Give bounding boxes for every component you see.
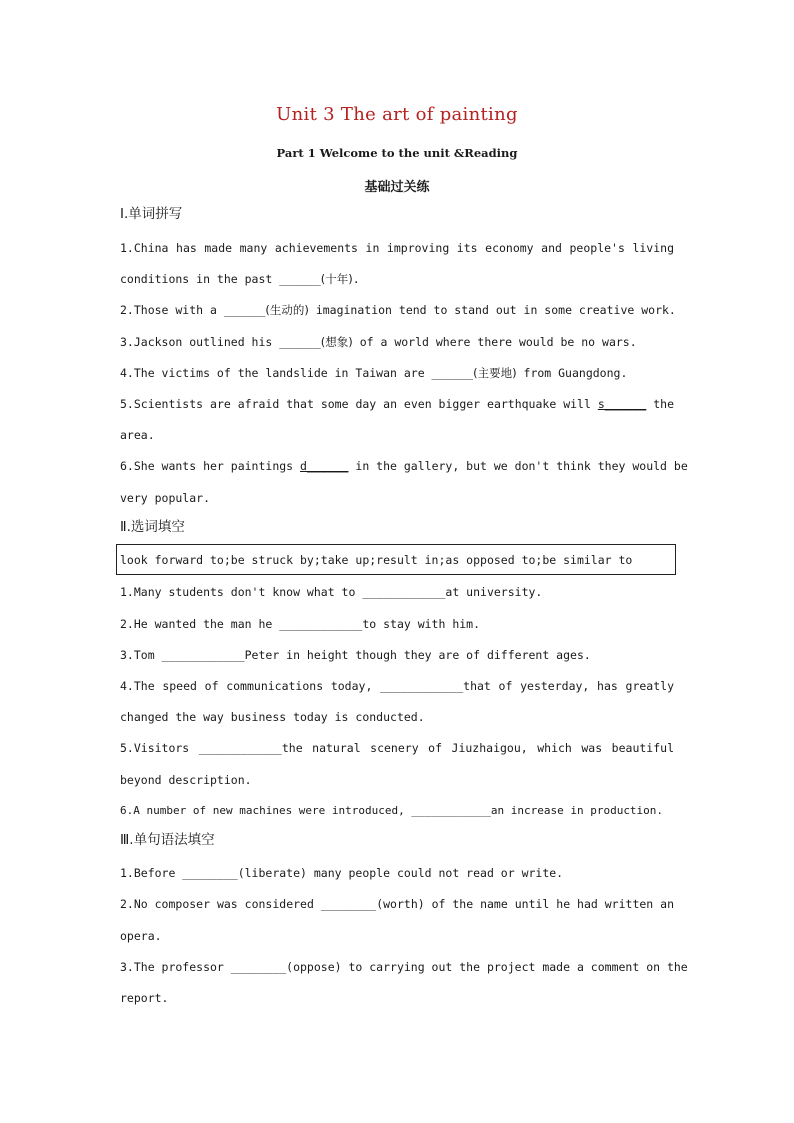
word-bank-box <box>116 544 676 575</box>
section3-heading: Ⅲ.单句语法填空 <box>120 832 215 848</box>
word-bank-text: look forward to;be struck by;take up;result in;as opposed to;be similar to <box>120 553 633 567</box>
s3-q3-line1: 3.The professor ________(oppose) to carrying out the project made a comment on the <box>120 960 688 974</box>
s1-q3 <box>120 334 674 350</box>
s1-q6-text: 6.She wants her paintings <box>120 459 301 473</box>
s1-q5-blank: s______ <box>597 397 647 411</box>
s1-q3-hint: (想象) <box>320 335 353 349</box>
s1-q6-line1 <box>120 458 688 474</box>
s1-q4 <box>120 365 674 381</box>
section1-heading: Ⅰ.单词拼写 <box>120 206 183 222</box>
s3-q2-line2: opera. <box>120 929 162 943</box>
s2-q1: 1.Many students don't know what to ____________at university. <box>120 585 543 599</box>
s3-q1: 1.Before ________(liberate) many people could not read or write. <box>120 866 564 880</box>
s2-q4-line1: 4.The speed of communications today, ____________that of yesterday, has greatly <box>120 679 674 693</box>
s2-q5-line2: beyond description. <box>120 773 252 787</box>
page-title: Unit 3 The art of painting <box>276 104 518 125</box>
s1-q2-hint: (生动的) <box>265 303 309 317</box>
s2-q3: 3.Tom ____________Peter in height though they are of different ages. <box>120 648 591 662</box>
s1-q1-line2 <box>120 271 674 287</box>
s1-q3-end: of a world where there would be no wars. <box>352 335 637 349</box>
s2-q2: 2.He wanted the man he ____________to stay with him. <box>120 617 481 631</box>
s2-q4-line2: changed the way business today is conducted. <box>120 710 425 724</box>
s3-q2-line1: 2.No composer was considered ________(worth) of the name until he had written an <box>120 897 674 911</box>
s1-q6-blank: d______ <box>300 459 349 473</box>
s1-q1-line1: 1.China has made many achievements in improving its economy and people's living <box>120 241 674 255</box>
s1-q4-hint: (主要地) <box>473 366 517 380</box>
s1-q3-text: 3.Jackson outlined his ______ <box>120 335 321 349</box>
exercise-category: 基础过关练 <box>364 180 430 195</box>
s1-q6-line2: very popular. <box>120 491 211 505</box>
page-subtitle: Part 1 Welcome to the unit &Reading <box>276 146 518 160</box>
s2-q6: 6.A number of new machines were introduced, ____________an increase in production. <box>120 804 664 817</box>
s1-q5-text: 5.Scientists are afraid that some day an even bigger earthquake will <box>120 397 598 411</box>
s1-q5-line2: area. <box>120 428 155 442</box>
s1-q2 <box>120 302 674 318</box>
s1-q2-end: imagination tend to stand out in some creative work. <box>308 303 676 317</box>
s1-q5-line1 <box>120 396 674 412</box>
s1-q5-end: the <box>646 397 674 411</box>
s1-q1-text: conditions in the past ______ <box>120 272 321 286</box>
s2-q5-line1: 5.Visitors ____________the natural scenery of Jiuzhaigou, which was beautiful <box>120 741 674 755</box>
s3-q3-line2: report. <box>120 991 169 1005</box>
s1-q4-text: 4.The victims of the landslide in Taiwan are ______ <box>120 366 474 380</box>
s1-q4-end: from Guangdong. <box>516 366 628 380</box>
s1-q2-text: 2.Those with a ______ <box>120 303 266 317</box>
section2-heading: Ⅱ.选词填空 <box>120 519 185 535</box>
s1-q1-end: . <box>352 272 360 286</box>
s1-q6-end: in the gallery, but we don't think they would be <box>348 459 688 473</box>
s1-q1-hint: (十年) <box>320 272 353 286</box>
